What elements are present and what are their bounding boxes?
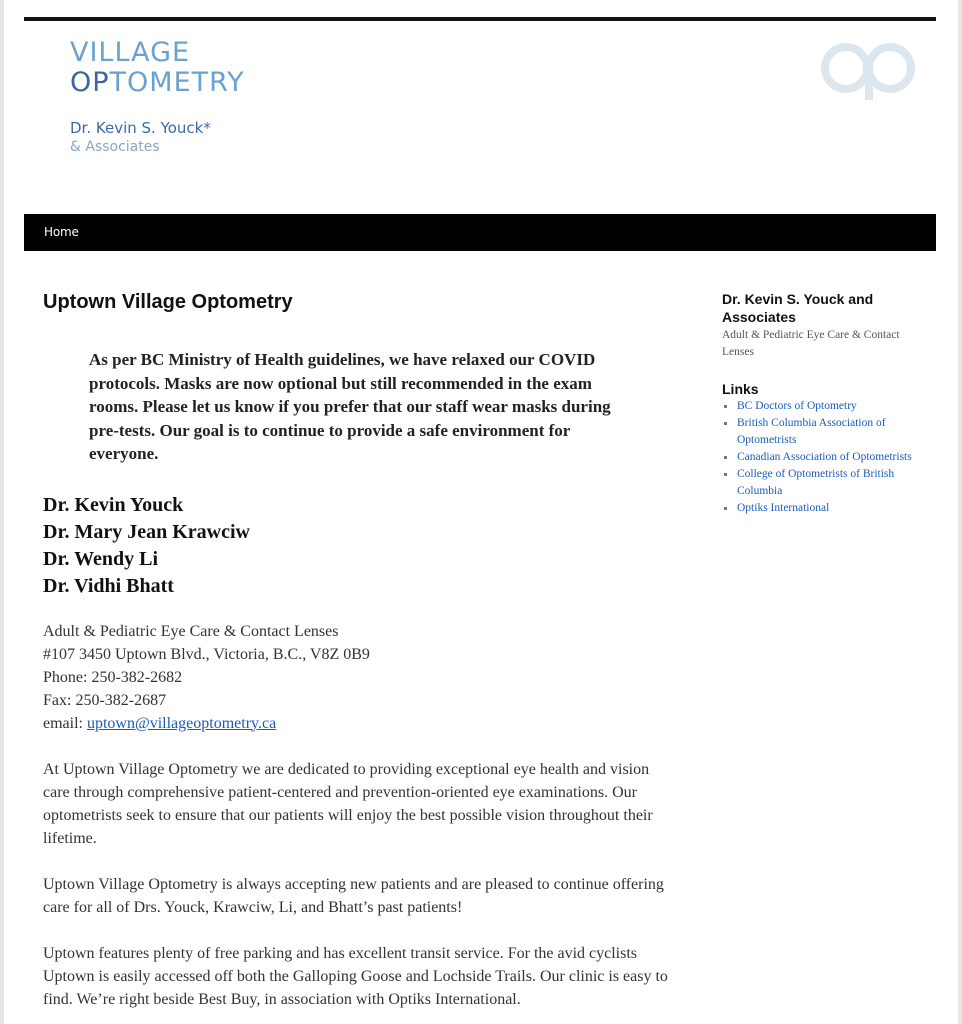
main-navigation [24, 214, 936, 251]
link-canadian-association-of-optometrists[interactable]: Canadian Association of Optometrists [737, 451, 912, 463]
intro-paragraph: At Uptown Village Optometry we are dedicated to providing exceptional eye health and vision care through comprehensive patient-centered and prevention-oriented eye examinations. Our optometrists seek to ensure that our patients will enjoy the best possible vision throughout their lifetime. [43, 760, 653, 847]
main-content [43, 288, 683, 1011]
email-line [43, 712, 683, 735]
logo-associates: & Associates [70, 139, 160, 155]
list-item [722, 415, 922, 449]
list-item [722, 449, 922, 466]
links-list [722, 398, 922, 517]
list-item [722, 500, 922, 517]
doctor-name: Dr. Vidhi Bhatt [43, 574, 174, 597]
link-college-of-optometrists-bc[interactable]: College of Optometrists of British Columbia [737, 468, 895, 497]
logo-line-village: VILLAGE [70, 37, 191, 68]
page [4, 0, 958, 1024]
logo-line-optometry [70, 68, 245, 98]
list-item [722, 398, 922, 415]
contact-info [43, 620, 683, 735]
sidebar-title: Dr. Kevin S. Youck and Associates [722, 291, 874, 325]
doctor-name: Dr. Kevin Youck [43, 493, 184, 516]
sidebar-description: Adult & Pediatric Eye Care & Contact Lenses [722, 329, 900, 358]
location-paragraph: Uptown features plenty of free parking and has excellent transit service. For the avid cyclists Uptown is easily accessed off both the Galloping Goose and Lochside Trails. Our clinic is easy to find. We’re right beside Best Buy, in association with Optiks International. [43, 944, 668, 1008]
email-label: email: [43, 714, 87, 732]
logo-op: OP [70, 67, 110, 98]
covid-notice: As per BC Ministry of Health guidelines, we have relaxed our COVID protocols. Masks are now optional but still recommended in the exam rooms. Please let us know if you prefer that our staff wear masks during pre-tests. Our goal is to continue to provide a safe environment for everyone. [89, 350, 611, 463]
links-heading: Links [722, 381, 759, 397]
phone-text: Phone: 250-382-2682 [43, 668, 183, 686]
new-patients-paragraph: Uptown Village Optometry is always accepting new patients and are pleased to continue offering care for all of Drs. Youck, Krawciw, Li, and Bhatt’s past patients! [43, 875, 664, 916]
doctor-list [43, 492, 683, 600]
top-rule [24, 17, 936, 21]
list-item [722, 466, 922, 500]
doctor-name: Dr. Mary Jean Krawciw [43, 520, 250, 543]
link-optiks-international[interactable]: Optiks International [737, 502, 830, 514]
link-bc-association-of-optometrists[interactable]: British Columbia Association of Optometrists [737, 417, 886, 446]
services-text: Adult & Pediatric Eye Care & Contact Lenses [43, 622, 339, 640]
logo-tometry: TOMETRY [109, 67, 245, 98]
doctor-name: Dr. Wendy Li [43, 547, 159, 570]
page-title: Uptown Village Optometry [43, 291, 293, 313]
site-logo[interactable] [70, 38, 245, 156]
sidebar [722, 290, 922, 517]
nav-home-link[interactable]: Home [44, 225, 79, 239]
address-text: #107 3450 Uptown Blvd., Victoria, B.C., V8Z 0B9 [43, 645, 370, 663]
fax-text: Fax: 250-382-2687 [43, 691, 167, 709]
email-link[interactable]: uptown@villageoptometry.ca [86, 714, 277, 732]
op-logo-mark-icon [818, 40, 918, 100]
logo-doctor-name: Dr. Kevin S. Youck* [70, 119, 211, 137]
link-bc-doctors-of-optometry[interactable]: BC Doctors of Optometry [737, 400, 857, 412]
